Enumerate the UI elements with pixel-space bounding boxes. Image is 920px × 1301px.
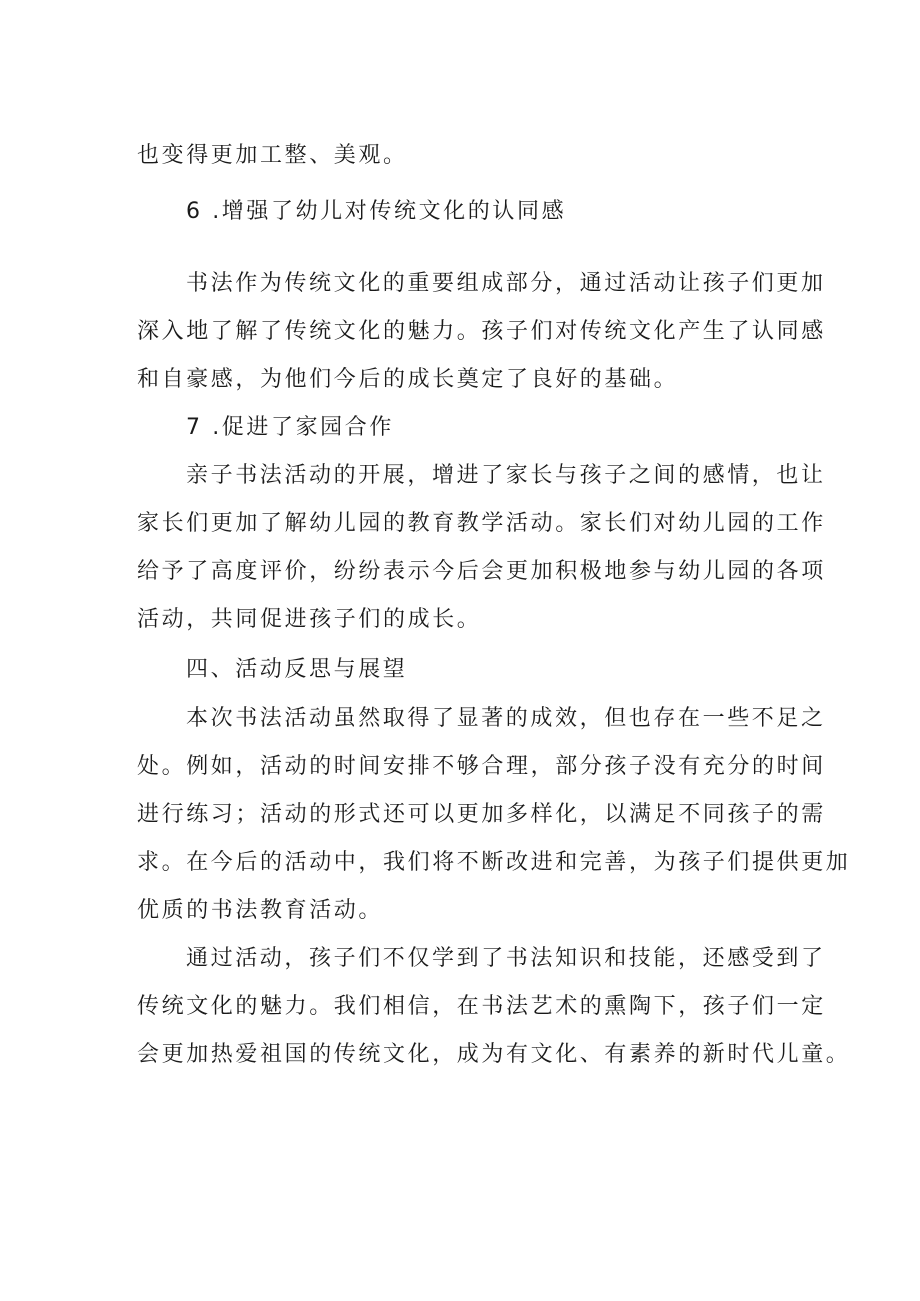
paragraph-line: 求。在今后的活动中，我们将不断改进和完善，为孩子们提供更加	[137, 850, 851, 875]
paragraph-line: 进行练习；活动的形式还可以更加多样化，以满足不同孩子的需	[137, 802, 826, 827]
section-heading-4: 四、活动反思与展望	[186, 657, 408, 682]
paragraph-line: 处。例如，活动的时间安排不够合理，部分孩子没有充分的时间	[137, 754, 826, 779]
paragraph-line: 会更加热爱祖国的传统文化，成为有文化、有素养的新时代儿童。	[137, 1042, 851, 1067]
paragraph-line: 给予了高度评价，纷纷表示今后会更加积极地参与幼儿园的各项	[137, 559, 826, 584]
paragraph-line: 家长们更加了解幼儿园的教育教学活动。家长们对幼儿园的工作	[137, 511, 826, 536]
paragraph-line: 书法作为传统文化的重要组成部分，通过活动让孩子们更加	[186, 271, 826, 296]
paragraph-line: 也变得更加工整、美观。	[137, 143, 408, 168]
paragraph-line: 传统文化的魅力。我们相信，在书法艺术的熏陶下，孩子们一定	[137, 994, 826, 1019]
section-heading-7: 7 .促进了家园合作	[186, 415, 394, 440]
paragraph-line: 活动，共同促进孩子们的成长。	[137, 607, 482, 632]
section-heading-6: 6 .增强了幼儿对传统文化的认同感	[186, 199, 567, 224]
paragraph-line: 优质的书法教育活动。	[137, 898, 384, 923]
paragraph-line: 通过活动，孩子们不仅学到了书法知识和技能，还感受到了	[186, 946, 826, 971]
paragraph-line: 亲子书法活动的开展，增进了家长与孩子之间的感情，也让	[186, 463, 826, 488]
paragraph-line: 深入地了解了传统文化的魅力。孩子们对传统文化产生了认同感	[137, 319, 826, 344]
paragraph-line: 本次书法活动虽然取得了显著的成效，但也存在一些不足之	[186, 706, 826, 731]
paragraph-line: 和自豪感，为他们今后的成长奠定了良好的基础。	[137, 367, 679, 392]
